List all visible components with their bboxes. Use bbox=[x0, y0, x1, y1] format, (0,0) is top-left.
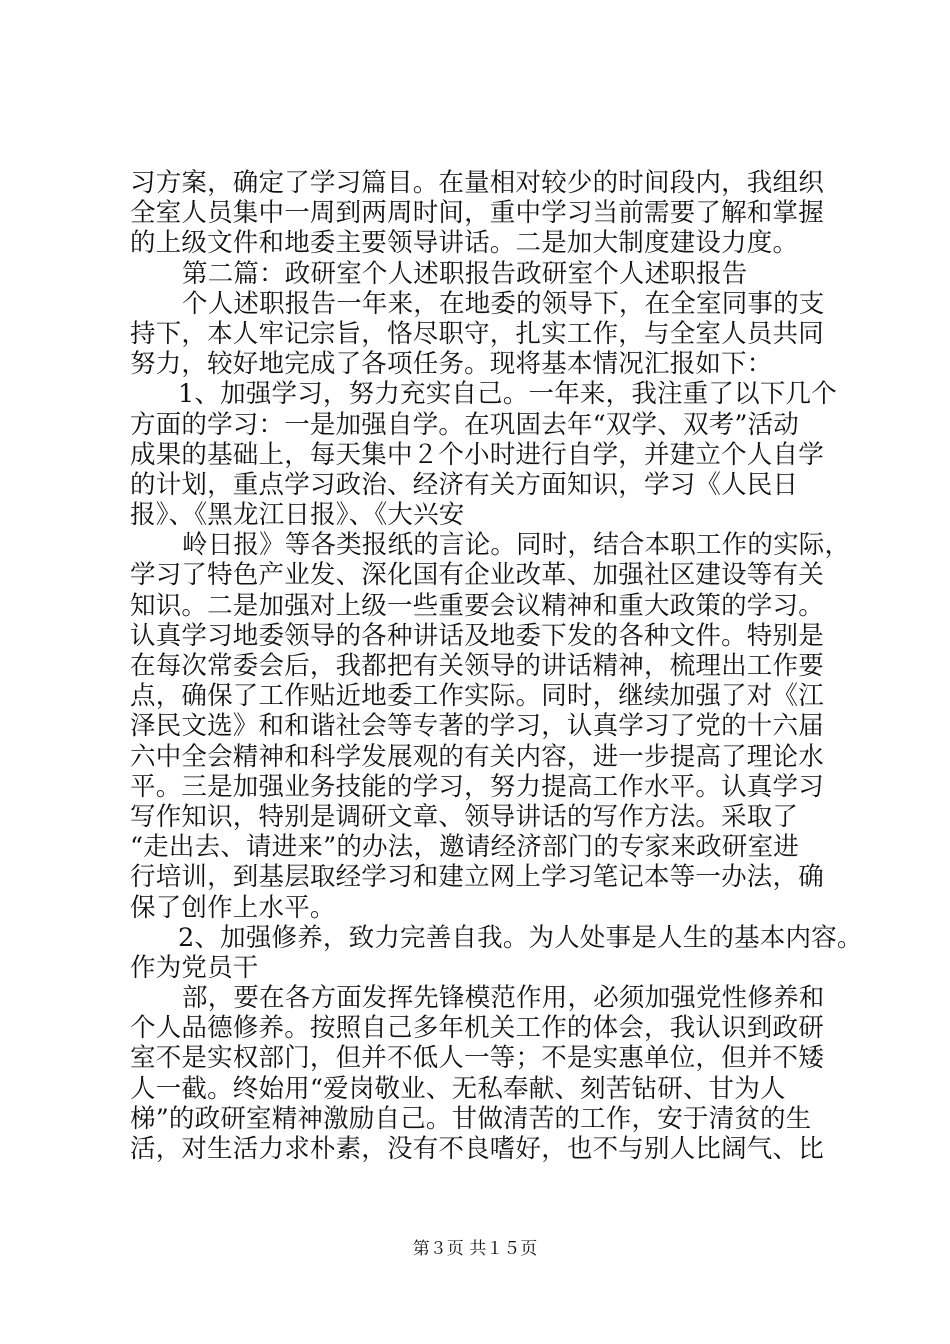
text-line: 认真学习地委领导的各种讲话及地委下发的各种文件。特别是 bbox=[130, 620, 824, 651]
text-line: 行培训，到基层取经学习和建立网上学习笔记本等一办法，确 bbox=[130, 862, 824, 893]
text-line: 全室人员集中一周到两周时间，重中学习当前需要了解和掌握 bbox=[130, 198, 824, 229]
text-line: 学习了特色产业发、深化国有企业改革、加强社区建设等有关 bbox=[130, 560, 824, 591]
text-line: 写作知识，特别是调研文章、领导讲话的写作方法。采取了 bbox=[130, 801, 799, 832]
text-line: 梯”的政研室精神激励自己。甘做清苦的工作，安于清贫的生 bbox=[130, 1103, 812, 1134]
text-line: 方面的学习：一是加强自学。在巩固去年“双学、双考”活动 bbox=[130, 409, 799, 440]
text-line: 的计划，重点学习政治、经济有关方面知识，学习《人民日 bbox=[130, 469, 799, 500]
text-line: 作为党员干 bbox=[130, 952, 259, 983]
text-line: 活，对生活力求朴素，没有不良嗜好，也不与别人比阔气、比 bbox=[130, 1134, 824, 1164]
text-line: 点，确保了工作贴近地委工作实际。同时，继续加强了对《江 bbox=[130, 681, 824, 712]
text-line: 六中全会精神和科学发展观的有关内容，进一步提高了理论水 bbox=[130, 741, 824, 772]
text-line: 的上级文件和地委主要领导讲话。二是加大制度建设力度。 bbox=[130, 228, 799, 259]
text-line: 持下，本人牢记宗旨，恪尽职守，扎实工作，与全室人员共同 bbox=[130, 318, 824, 349]
text-line: 平。三是加强业务技能的学习，努力提高工作水平。认真学习 bbox=[130, 771, 824, 802]
text-line: 室不是实权部门，但并不低人一等；不是实惠单位，但并不矮 bbox=[130, 1043, 824, 1074]
text-line: 报》、《黑龙江日报》、《大兴安 bbox=[130, 500, 465, 531]
text-line: 习方案，确定了学习篇目。在量相对较少的时间段内，我组织 bbox=[130, 168, 824, 198]
page-number-footer: 第３页 共１５页 bbox=[412, 1239, 538, 1259]
text-line: 保了创作上水平。 bbox=[130, 892, 336, 923]
text-line: 知识。二是加强对上级一些重要会议精神和重大政策的学习。 bbox=[130, 590, 824, 621]
text-line: 个人品德修养。按照自己多年机关工作的体会，我认识到政研 bbox=[130, 1013, 824, 1044]
text-line: 在每次常委会后，我都把有关领导的讲话精神，梳理出工作要 bbox=[130, 651, 824, 681]
text-line: 人一截。终始用“爱岗敬业、无私奉献、刻苦钻研、甘为人 bbox=[130, 1073, 786, 1104]
text-line: “走出去、请进来”的办法，邀请经济部门的专家来政研室进 bbox=[130, 832, 799, 863]
text-line: 成果的基础上，每天集中２个小时进行自学，并建立个人自学 bbox=[130, 439, 824, 470]
document-body bbox=[130, 168, 870, 1164]
text-line: 1、加强学习，努力充实自己。一年来，我注重了以下几个 bbox=[178, 379, 837, 410]
text-line: 部，要在各方面发挥先锋模范作用，必须加强党性修养和 bbox=[182, 983, 825, 1014]
text-line: 个人述职报告一年来，在地委的领导下，在全室同事的支 bbox=[182, 288, 825, 319]
text-line: 岭日报》等各类报纸的言论。同时，结合本职工作的实际， bbox=[182, 530, 851, 561]
text-line: 努力，较好地完成了各项任务。现将基本情况汇报如下： bbox=[130, 349, 773, 380]
text-line: 2、加强修养，致力完善自我。为人处事是人生的基本内容。 bbox=[178, 922, 863, 953]
section-heading: 第二篇：政研室个人述职报告政研室个人述职报告 bbox=[182, 258, 748, 289]
text-line: 泽民文选》和和谐社会等专著的学习，认真学习了党的十六届 bbox=[130, 711, 824, 742]
